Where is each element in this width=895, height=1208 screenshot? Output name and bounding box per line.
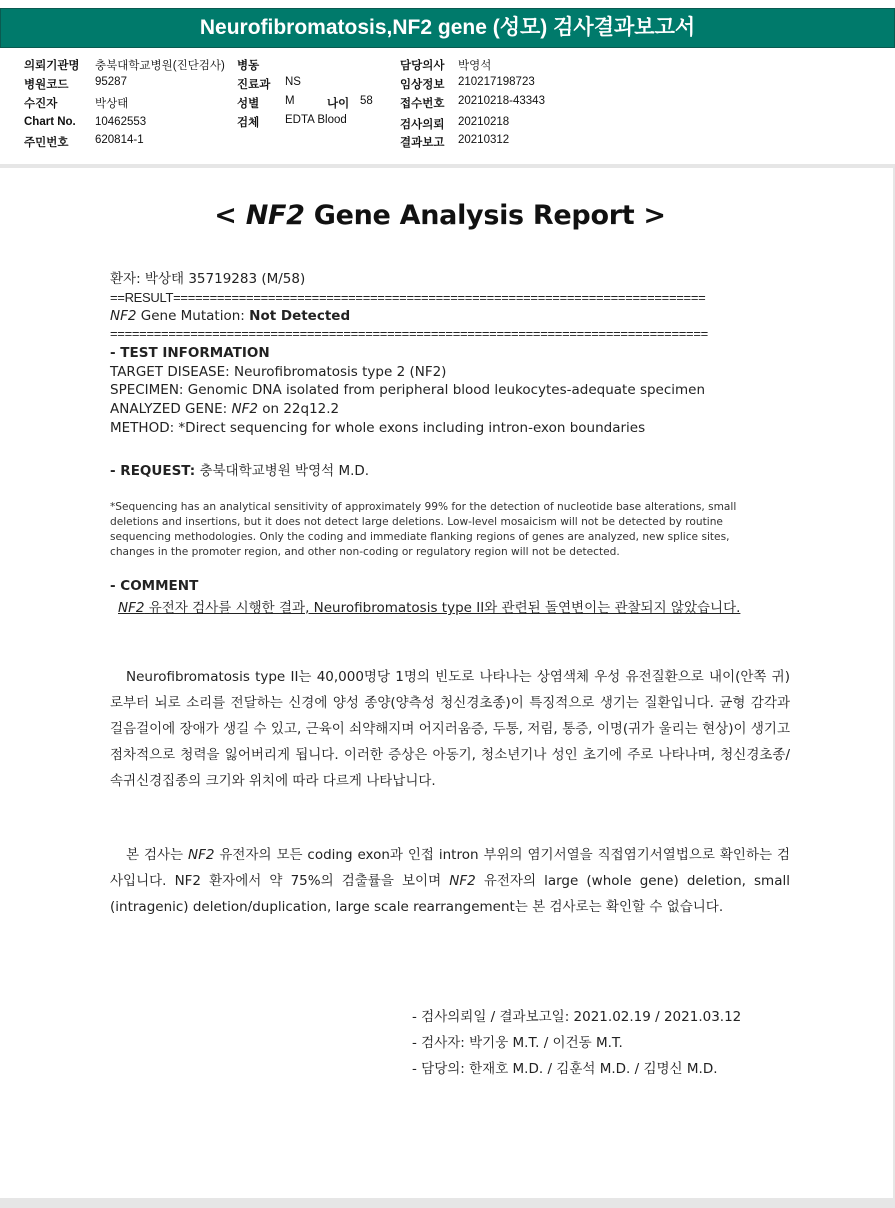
value-hospital-code: 95287 xyxy=(95,76,127,88)
value-patient: 박상태 xyxy=(95,98,129,110)
label-patient: 수진자 xyxy=(24,98,58,110)
label-hospital-code: 병원코드 xyxy=(24,79,69,91)
label-chart-no: Chart No. xyxy=(24,116,76,128)
specimen-line: SPECIMEN: Genomic DNA isolated from peripheral blood leukocytes-adequate specimen xyxy=(110,382,706,398)
test-info-heading: - TEST INFORMATION xyxy=(110,345,270,361)
report-title: < NF2 Gene Analysis Report > xyxy=(214,200,666,231)
patient-line: 환자: 박상태 35719283 (M/58) xyxy=(110,271,306,287)
report-banner-title: Neurofibromatosis,NF2 gene (성모) 검사결과보고서 xyxy=(0,8,895,48)
label-request-date: 검사의뢰 xyxy=(400,119,445,131)
bottom-border xyxy=(0,1198,895,1208)
section-divider xyxy=(0,164,895,168)
value-receipt-no: 20210218-43343 xyxy=(458,95,545,107)
request-line: - REQUEST: 충북대학교병원 박영석 M.D. xyxy=(110,463,370,479)
label-resident-no: 주민번호 xyxy=(24,137,69,149)
paragraph-disease-description: Neurofibromatosis type II는 40,000명당 1명의 빈도로 나타나는 상염색체 우성 유전질환으로 내이(안쪽 귀)로부터 뇌로 소리를 전달하는 신경에 양성 종양(양측성 청신경초종)이 특징적으로 생기는 질환입니다. 균형 감각과 걸음걸이에 장애가 생길 수 있고, 근육이 쇠약해지며 어지러움증, 두통, 저림, 통증, 이명(귀가 울리는 현상)이 생기고 점차적으로 청력을 잃어버리게 됩니다. 이러한 증상은 아동기, 청소년기나 성인 초기에 주로 나타나며, 청신경초종/속귀신경집종의 크기와 위치에 따라 다르게 나타납니다. xyxy=(110,669,790,789)
signature-technicians: - 검사자: 박기웅 M.T. / 이건동 M.T. xyxy=(412,1035,623,1051)
sequencing-note: *Sequencing has an analytical sensitivity of approximately 99% for the detection of nucleotide base alterations, small deletions and insertions, but it does not detect large deletions. Low-level mosaicism will not be detected by routine sequencing methodologies. Only the coding and immediate flanking regions of genes are analyzed, new splice sites, changes in the promoter region, and other non-coding or regulatory region will not be detected. xyxy=(110,501,737,558)
value-request-date: 20210218 xyxy=(458,116,510,128)
label-clinical-info: 임상정보 xyxy=(400,79,445,91)
label-receipt-no: 접수번호 xyxy=(400,98,445,110)
label-age: 나이 xyxy=(327,98,350,110)
comment-text: NF2 유전자 검사를 시행한 결과, Neurofibromatosis type II와 관련된 돌연변이는 관찰되지 않았습니다. xyxy=(118,600,741,616)
analyzed-gene: ANALYZED GENE: NF2 on 22q12.2 xyxy=(110,401,340,417)
result-separator: ==RESULT========================================================================= xyxy=(110,290,706,305)
mutation-status: Not Detected xyxy=(249,308,351,324)
value-department: NS xyxy=(285,76,301,88)
signature-physicians: - 담당의: 한재호 M.D. / 김훈석 M.D. / 김명신 M.D. xyxy=(412,1061,718,1077)
label-report-date: 결과보고 xyxy=(400,137,445,149)
value-age: 58 xyxy=(360,95,373,107)
label-sex: 성별 xyxy=(237,98,260,110)
mutation-result: NF2 Gene Mutation: Not Detected xyxy=(110,308,351,324)
header-info xyxy=(0,54,895,164)
method-line: METHOD: *Direct sequencing for whole exons including intron-exon boundaries xyxy=(110,420,646,436)
value-report-date: 20210312 xyxy=(458,134,510,146)
value-specimen: EDTA Blood xyxy=(285,114,347,126)
label-doctor: 담당의사 xyxy=(400,60,445,72)
signature-dates: - 검사의뢰일 / 결과보고일: 2021.02.19 / 2021.03.12 xyxy=(412,1009,742,1025)
comment-heading: - COMMENT xyxy=(110,578,199,594)
target-disease: TARGET DISEASE: Neurofibromatosis type 2 (NF2) xyxy=(110,364,447,380)
label-institution: 의뢰기관명 xyxy=(24,60,80,72)
label-ward: 병동 xyxy=(237,60,260,72)
label-specimen: 검체 xyxy=(237,117,260,129)
value-doctor: 박영석 xyxy=(458,60,492,72)
value-resident-no: 620814-1 xyxy=(95,134,144,146)
value-chart-no: 10462553 xyxy=(95,116,147,128)
equals-separator: ================================================================================== xyxy=(110,326,708,341)
paragraph-test-description: 본 검사는 NF2 유전자의 모든 coding exon과 인접 intron 부위의 염기서열을 직접염기서열법으로 확인하는 검사입니다. NF2 환자에서 약 75%의 검출률을 보이며 NF2 유전자의 large (whole gene) deletion, small (intragenic) deletion/duplication, large scale rearrangement는 본 검사로는 확인할 수 없습니다. xyxy=(110,847,791,915)
value-institution: 충북대학교병원(진단검사) xyxy=(95,60,225,72)
label-department: 진료과 xyxy=(237,79,271,91)
value-sex: M xyxy=(285,95,295,107)
value-clinical-info: 210217198723 xyxy=(458,76,535,88)
